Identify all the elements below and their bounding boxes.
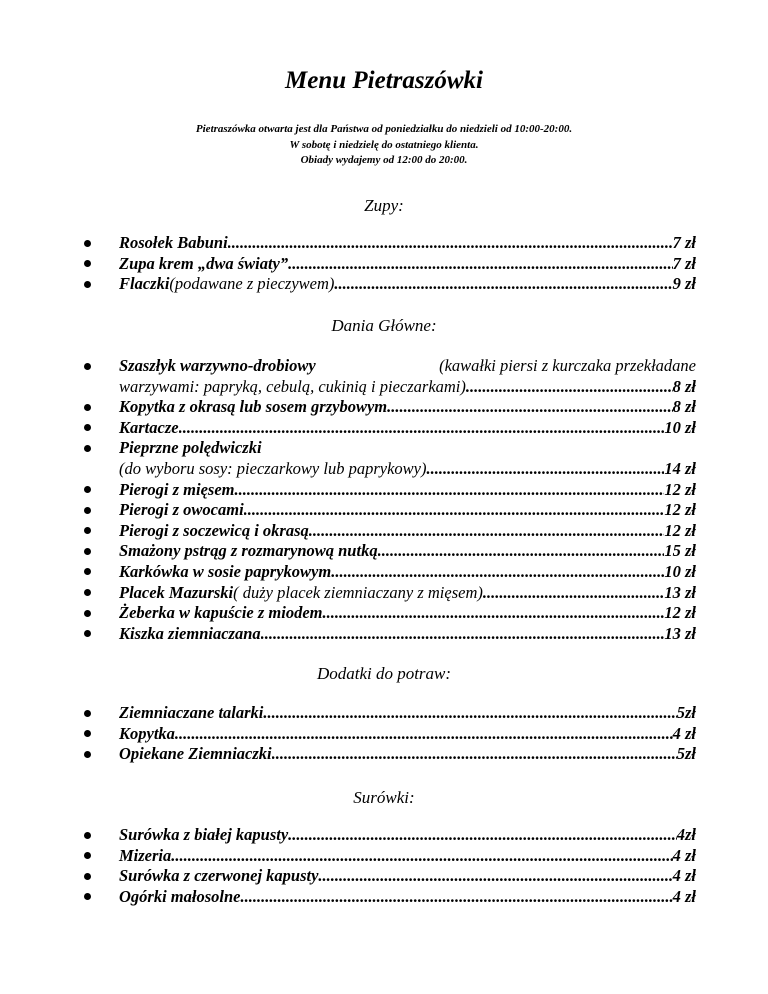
menu-item [84,866,696,887]
item-name: Kopytka [119,723,175,743]
bullet-icon [84,568,91,575]
item-price: 7 zł [672,253,696,273]
item-note: warzywami: papryką, cebulą, cukinią i pieczarkami) [119,376,466,396]
menu-item [84,438,696,479]
menu-item [84,356,696,397]
item-name: Pierogi z soczewicą i okrasą [119,520,309,540]
bullet-icon [84,281,91,288]
item-name: Mizeria [119,845,172,865]
item-name: Pierogi z owocami [119,500,244,520]
item-price: 15 zł [664,541,696,561]
item-price: 12 zł [664,603,696,623]
menu-item [84,744,696,765]
item-name: Ziemniaczane talarki [119,703,264,722]
bullet-icon [84,240,91,247]
item-name: Surówka z białej kapusty [119,825,289,844]
item-name: Pieprzne polędwiczki [119,438,262,458]
item-price: 12 zł [664,500,696,520]
item-name: Ogórki małosolne [119,886,241,906]
intro-line: Pietraszówka otwarta jest dla Państwa od poniedziałku do niedzieli od 10:00-20:00. [195,123,573,135]
bullet-icon [84,486,91,493]
item-name: Zupa krem „dwa światy” [119,253,289,273]
bullet-icon [84,873,91,880]
item-name: Szaszłyk warzywno-drobiowy [119,356,316,375]
menu-item [84,521,696,542]
bullet-icon [84,363,91,370]
bullet-icon [84,630,91,637]
menu-item [84,583,696,604]
menu-item [84,541,696,562]
item-price: 4zł [676,825,696,844]
item-name: Surówka z czerwonej kapusty [119,866,319,886]
item-price: 7 zł [672,233,696,252]
item-name: Opiekane Ziemniaczki [119,744,272,764]
section-heading-main-dishes: Dania Główne: [331,316,437,335]
item-price: 13 zł [664,582,696,602]
item-name: Karkówka w sosie paprykowym [119,561,332,581]
item-price: 5zł [676,744,696,764]
item-price: 9 zł [672,274,696,294]
bullet-icon [84,424,91,431]
item-note: (kawałki piersi z kurczaka przekładane [439,356,696,375]
item-price: 5zł [676,703,696,722]
item-name: Rosołek Babuni [119,233,228,252]
menu-item [84,418,696,439]
page-title: Menu Pietraszówki [285,67,483,94]
item-price: 8 zł [672,397,696,417]
menu-item [84,724,696,745]
bullet-icon [84,404,91,411]
menu-item [84,254,696,275]
bullet-icon [84,589,91,596]
menu-item [84,480,696,501]
item-price: 13 zł [664,623,696,643]
bullet-icon [84,893,91,900]
bullet-icon [84,445,91,452]
intro-line: Obiady wydajemy od 12:00 do 20:00. [300,154,468,166]
item-price: 4 zł [672,845,696,865]
menu-item [84,624,696,645]
intro-line: W sobotę i niedzielę do ostatniego klienta. [289,138,479,151]
menu-item [84,500,696,521]
menu-item [84,562,696,583]
item-name: Smażony pstrąg z rozmarynową nutką [119,541,378,561]
item-name: Kiszka ziemniaczana [119,623,261,643]
item-price: 4 zł [672,866,696,886]
bullet-icon [84,852,91,859]
menu-item [84,825,696,846]
bullet-icon [84,730,91,737]
bullet-icon [84,610,91,617]
sides-list [84,703,696,765]
bullet-icon [84,507,91,514]
bullet-icon [84,832,91,839]
item-note: (podawane z pieczywem) [169,274,335,294]
item-name: Pierogi z mięsem [119,479,235,499]
item-name: Kopytka z okrasą lub sosem grzybowym [119,397,388,417]
item-price: 10 zł [664,417,696,437]
bullet-icon [84,751,91,758]
bullet-icon [84,548,91,555]
bullet-icon [84,710,91,717]
item-price: 4 zł [672,723,696,743]
item-price: 4 zł [672,886,696,906]
item-name: Flaczki [119,274,170,294]
menu-item [84,703,696,724]
bullet-icon [84,260,91,267]
section-heading-salads: Surówki: [353,788,415,807]
menu-item [84,397,696,418]
item-note: (do wyboru sosy: pieczarkowy lub paprykowy) [119,458,427,478]
item-price: 12 zł [664,520,696,540]
soups-list [84,233,696,295]
item-note: ( duży placek ziemniaczany z mięsem) [233,582,483,602]
item-price: 12 zł [664,479,696,499]
item-price: 8 zł [672,376,696,396]
menu-item [84,274,696,295]
salads-list [84,825,696,907]
main-dishes-list [84,356,696,644]
item-name: Kartacze [119,417,179,437]
section-heading-soups: Zupy: [364,196,404,215]
item-name: Placek Mazurski [119,582,234,602]
item-name: Żeberka w kapuście z miodem [119,603,323,623]
menu-item [84,233,696,254]
menu-item [84,603,696,624]
item-price: 14 zł [664,458,696,478]
bullet-icon [84,527,91,534]
menu-item [84,846,696,867]
menu-item [84,887,696,908]
opening-hours-info [0,122,768,169]
item-price: 10 zł [664,561,696,581]
section-heading-sides: Dodatki do potraw: [316,664,452,683]
